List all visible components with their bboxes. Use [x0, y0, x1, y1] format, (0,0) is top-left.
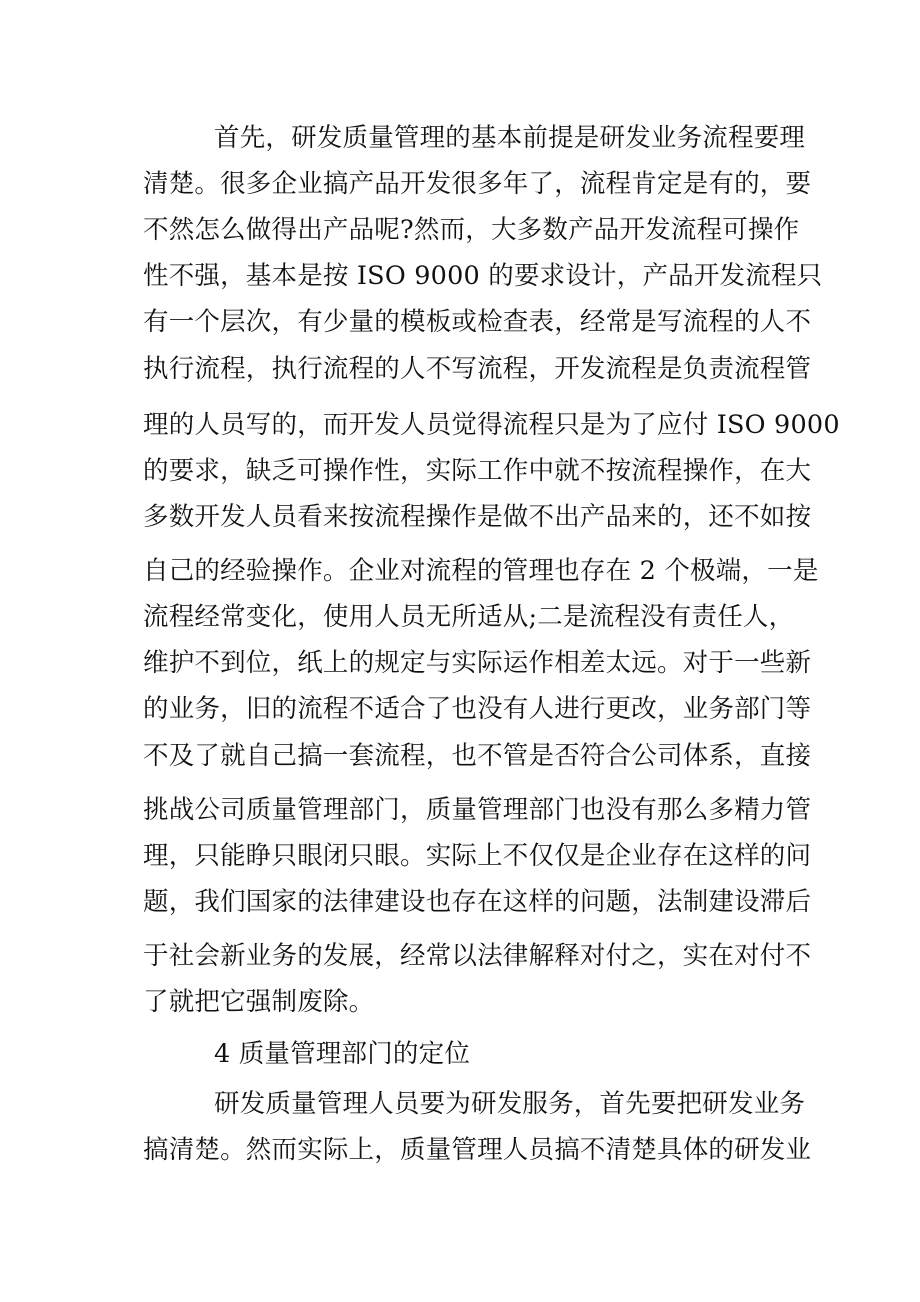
paragraph-1-line: 性不强，基本是按 ISO 9000 的要求设计，产品开发流程只 [143, 261, 823, 291]
paragraph-1-line: 于社会新业务的发展，经常以法律解释对付之，实在对付不 [143, 941, 812, 971]
paragraph-1-line: 的业务，旧的流程不适合了也没有人进行更改，业务部门等 [143, 694, 812, 724]
paragraph-1-line: 理，只能睁只眼闭只眼。实际上不仅仅是企业存在这样的问 [143, 841, 812, 871]
paragraph-2-line: 搞清楚。然而实际上，质量管理人员搞不清楚具体的研发业 [143, 1135, 812, 1165]
paragraph-1-line: 流程经常变化，使用人员无所适从;二是流程没有责任人， [143, 602, 795, 632]
paragraph-1-line: 首先，研发质量管理的基本前提是研发业务流程要理 [214, 123, 806, 153]
paragraph-1-line: 自己的经验操作。企业对流程的管理也存在 2 个极端，一是 [143, 556, 819, 586]
paragraph-1-line: 执行流程，执行流程的人不写流程，开发流程是负责流程管 [143, 354, 812, 384]
paragraph-1-line: 的要求，缺乏可操作性，实际工作中就不按流程操作，在大 [143, 456, 812, 486]
paragraph-1-line: 了就把它强制废除。 [143, 987, 375, 1017]
paragraph-1-line: 有一个层次，有少量的模板或检查表，经常是写流程的人不 [143, 307, 812, 337]
paragraph-2-line: 研发质量管理人员要为研发服务，首先要把研发业务 [214, 1089, 806, 1119]
paragraph-1-line: 挑战公司质量管理部门，质量管理部门也没有那么多精力管 [143, 795, 812, 825]
paragraph-1-line: 理的人员写的，而开发人员觉得流程只是为了应付 ISO 9000 [143, 410, 840, 440]
paragraph-1-line: 题，我们国家的法律建设也存在这样的问题，法制建设滞后 [143, 887, 812, 917]
paragraph-1-line: 清楚。很多企业搞产品开发很多年了，流程肯定是有的，要 [143, 169, 812, 199]
paragraph-1-line: 不及了就自己搞一套流程，也不管是否符合公司体系，直接 [143, 741, 812, 771]
paragraph-1-line: 维护不到位，纸上的规定与实际运作相差太远。对于一些新 [143, 648, 812, 678]
section-heading: 4 质量管理部门的定位 [214, 1039, 471, 1069]
paragraph-1-line: 不然怎么做得出产品呢?然而，大多数产品开发流程可操作 [143, 215, 800, 245]
paragraph-1-line: 多数开发人员看来按流程操作是做不出产品来的，还不如按 [143, 502, 812, 532]
